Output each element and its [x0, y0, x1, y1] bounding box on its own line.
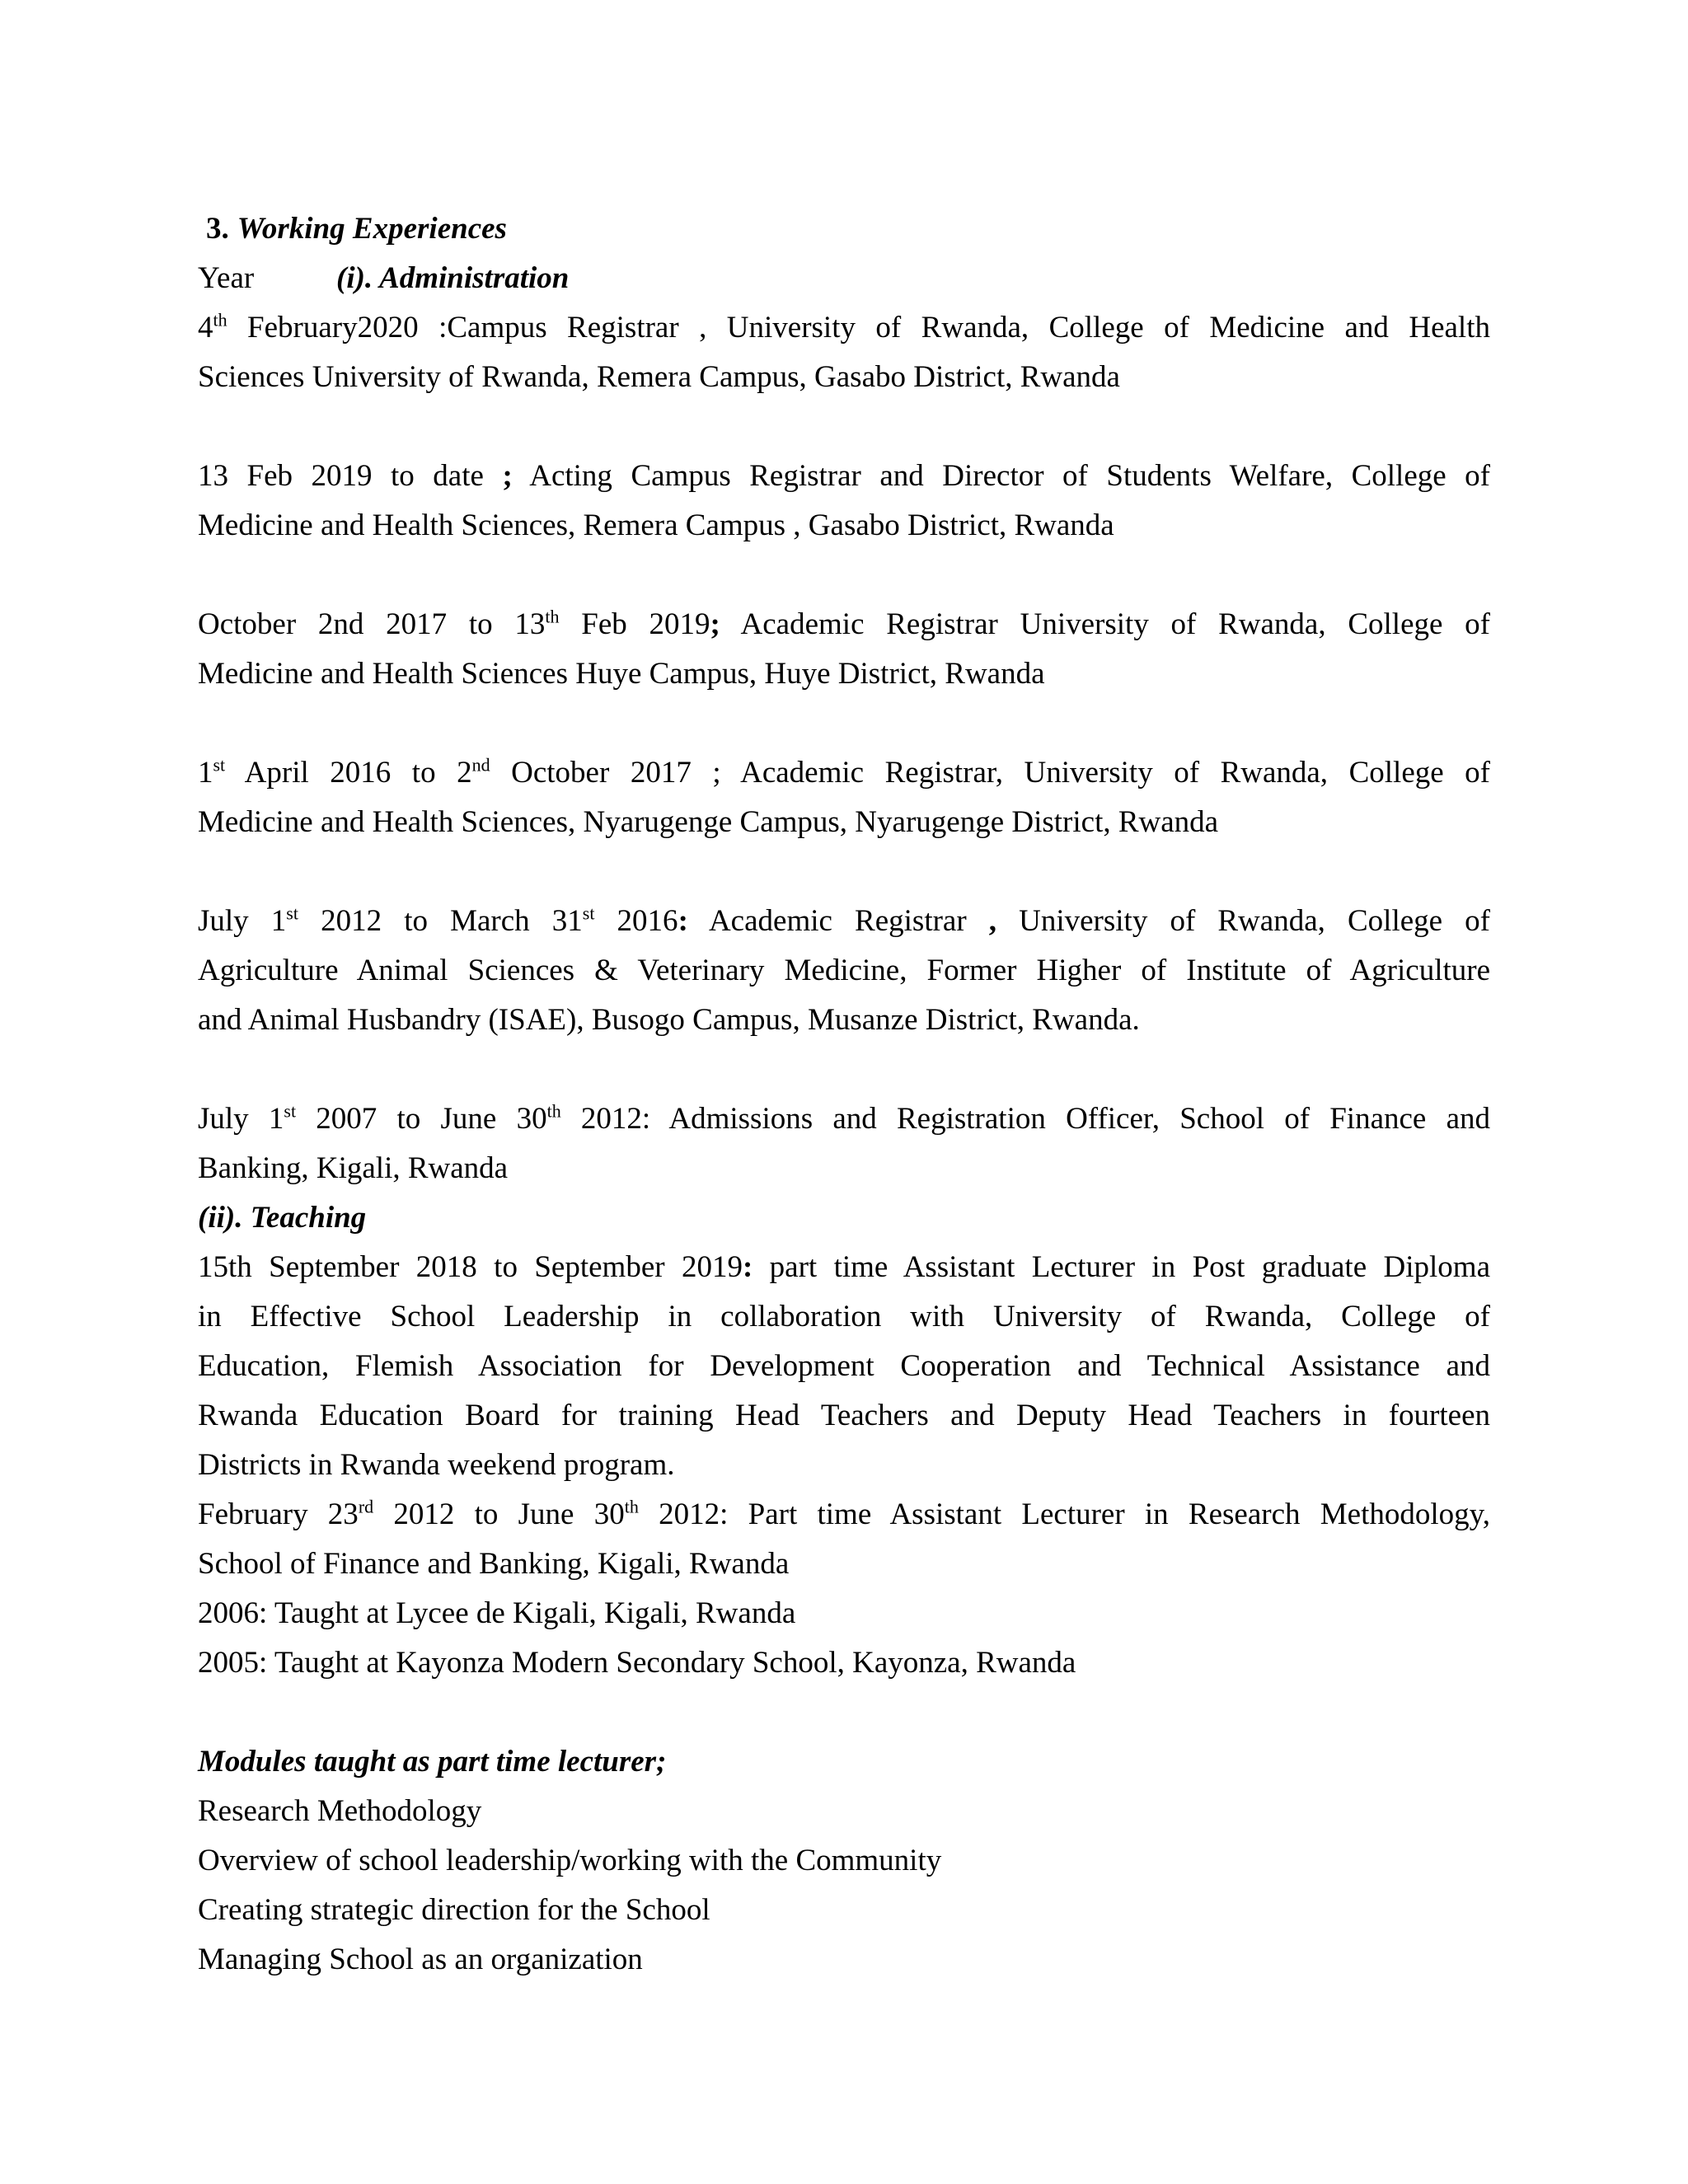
admin-entry-5-line-1: July 1st 2012 to March 31st 2016: Academic Registrar , University of Rwanda, College of: [198, 902, 1490, 938]
admin-entry-4-line-1: 1st April 2016 to 2nd October 2017 ; Academic Registrar, University of Rwanda, College of: [198, 754, 1491, 790]
module-item: Managing School as an organization: [198, 1943, 643, 1976]
admin-entry-3-line-1: October 2nd 2017 to 13th Feb 2019; Academic Registrar University of Rwanda, College of: [198, 606, 1490, 641]
teaching-entry-1-line-1: 15th September 2018 to September 2019: part time Assistant Lecturer in Post graduate Diploma: [198, 1250, 1490, 1284]
admin-entry-2-line-2: Medicine and Health Sciences, Remera Campus , Gasabo District, Rwanda: [198, 509, 1114, 542]
teaching-entry-1-line-4: Rwanda Education Board for training Head Teachers and Deputy Head Teachers in fourteen: [198, 1399, 1490, 1432]
teaching-entry-3: 2006: Taught at Lycee de Kigali, Kigali, Rwanda: [198, 1596, 796, 1630]
admin-entry-6-line-1: July 1st 2007 to June 30th 2012: Admissions and Registration Officer, School of Finance and: [198, 1100, 1490, 1136]
admin-entry-5-line-3: and Animal Husbandry (ISAE), Busogo Campus, Musanze District, Rwanda.: [198, 1003, 1140, 1037]
teaching-entry-1-line-2: in Effective School Leadership in collaboration with University of Rwanda, College of: [198, 1300, 1490, 1333]
administration-header: [198, 254, 1490, 303]
teaching-header: (ii). Teaching: [198, 1201, 367, 1235]
module-item: Overview of school leadership/working with the Community: [198, 1844, 942, 1877]
admin-entry-4-line-2: Medicine and Health Sciences, Nyarugenge Campus, Nyarugenge District, Rwanda: [198, 805, 1219, 839]
teaching-entry-2-line-1: February 23rd 2012 to June 30th 2012: Part time Assistant Lecturer in Research Methodology,: [198, 1496, 1490, 1531]
admin-entry-1-line-1: 4th February2020 :Campus Registrar , University of Rwanda, College of Medicine and Health: [198, 309, 1490, 344]
year-label: Year: [198, 261, 255, 295]
teaching-entry-2-line-2: School of Finance and Banking, Kigali, Rwanda: [198, 1547, 790, 1581]
admin-entry-2-line-1: 13 Feb 2019 to date ; Acting Campus Registrar and Director of Students Welfare, College of: [198, 459, 1490, 493]
section-title: Working Experiences: [237, 212, 507, 246]
teaching-entry-4: 2005: Taught at Kayonza Modern Secondary School, Kayonza, Rwanda: [198, 1646, 1076, 1680]
document-page: [198, 204, 1490, 1985]
admin-entry-5-line-2: Agriculture Animal Sciences & Veterinary Medicine, Former Higher of Institute of Agriculture: [198, 954, 1490, 987]
admin-paren: (: [336, 261, 347, 295]
module-item: Research Methodology: [198, 1794, 482, 1828]
section-heading: [198, 204, 1490, 254]
admin-entry-3-line-2: Medicine and Health Sciences Huye Campus, Huye District, Rwanda: [198, 657, 1045, 691]
modules-heading: Modules taught as part time lecturer;: [198, 1745, 667, 1779]
admin-entry-1-line-2: Sciences University of Rwanda, Remera Campus, Gasabo District, Rwanda: [198, 360, 1120, 394]
admin-entry-6-line-2: Banking, Kigali, Rwanda: [198, 1151, 509, 1185]
module-item: Creating strategic direction for the School: [198, 1893, 710, 1927]
teaching-entry-1-line-5: Districts in Rwanda weekend program.: [198, 1448, 675, 1482]
administration-title: i). Administration: [346, 261, 570, 295]
section-number: 3.: [206, 212, 229, 246]
teaching-entry-1-line-3: Education, Flemish Association for Development Cooperation and Technical Assistance and: [198, 1349, 1490, 1383]
